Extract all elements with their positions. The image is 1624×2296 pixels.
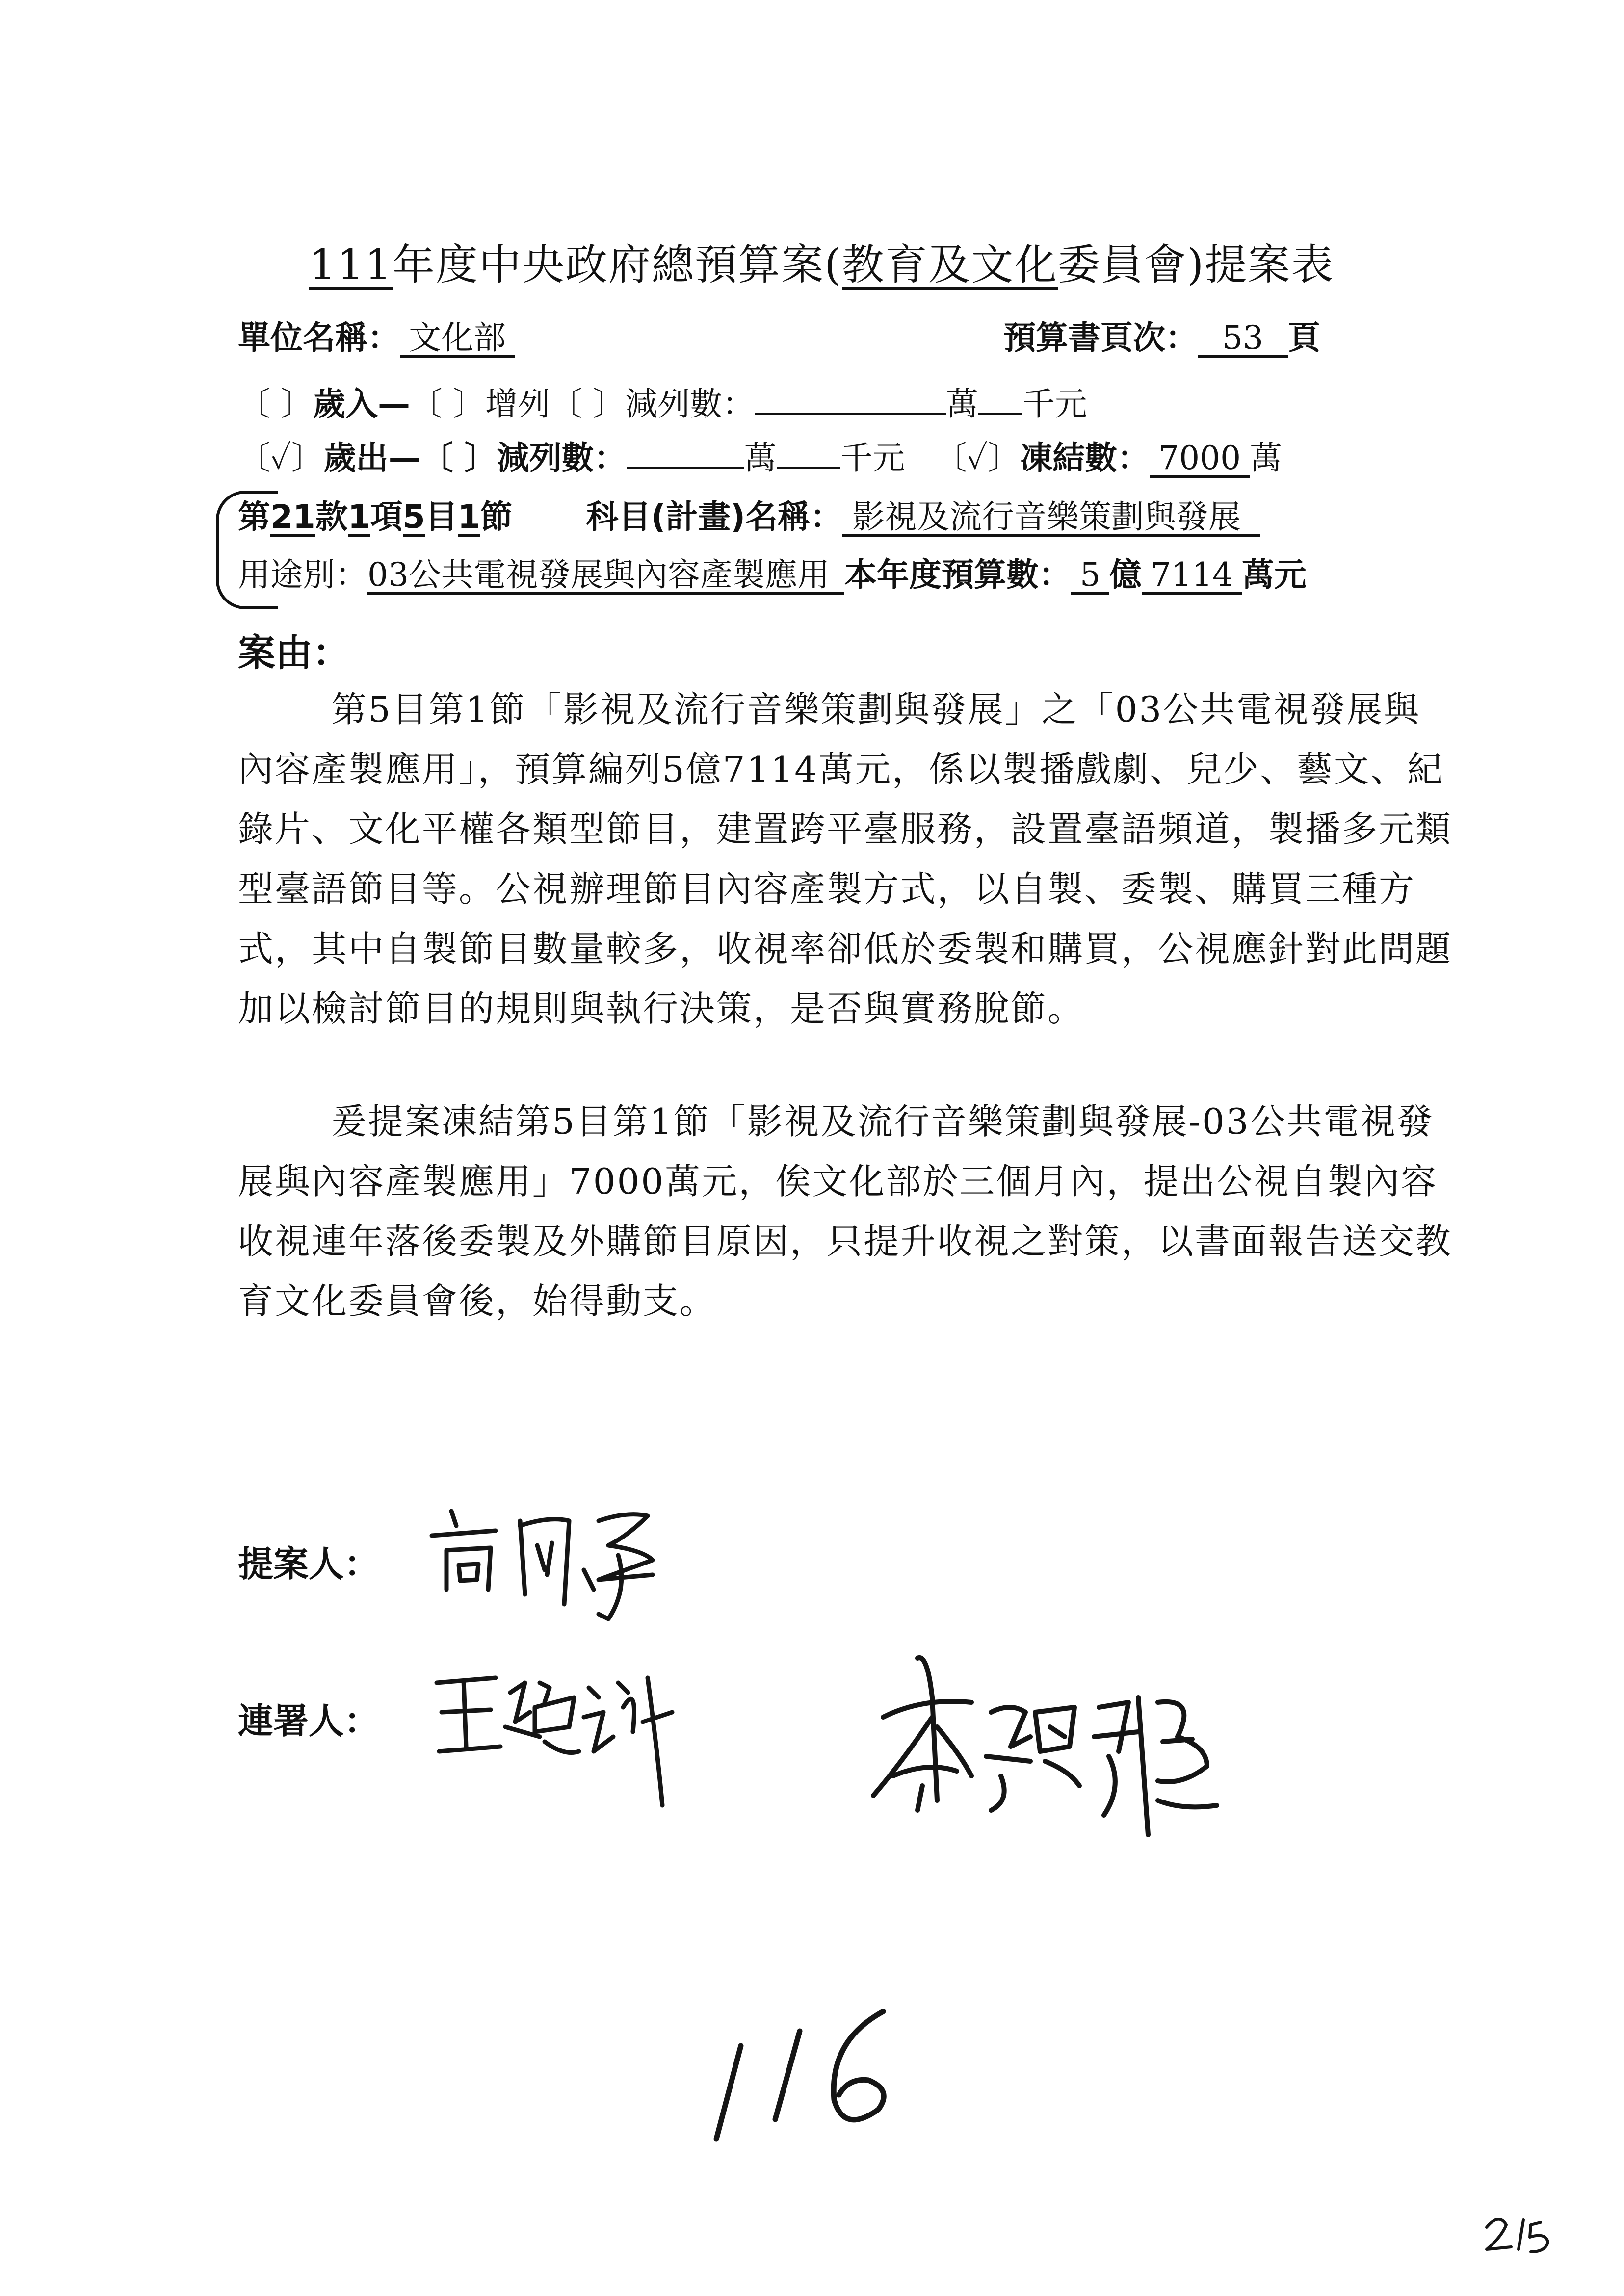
freeze-value: 7000: [1150, 441, 1250, 478]
reason-label: 案由：: [238, 631, 350, 675]
mu-value: 5: [403, 500, 425, 537]
xiang-value: 1: [348, 500, 370, 537]
handwritten-number-drawing: [707, 1992, 913, 2149]
budget-wan-value: 7114: [1142, 558, 1242, 595]
subject-line: [238, 491, 1260, 537]
kuan-value: 21: [270, 500, 315, 537]
jie-value: 1: [458, 500, 480, 537]
revenue-checkbox[interactable]: 〔 〕: [238, 385, 313, 423]
purpose-label: 用途別：: [238, 556, 367, 594]
document-title: [309, 231, 1334, 291]
subject-label: 科目(計畫)名稱：: [586, 498, 842, 536]
unit-value: 文化部: [400, 321, 515, 358]
proposer-signature: [422, 1491, 697, 1639]
expenditure-qian-unit: 千元: [840, 439, 905, 477]
cosigner-signature-1: [427, 1653, 702, 1815]
unit-label: 單位名稱：: [238, 319, 400, 357]
revenue-qian-unit: 千元: [1022, 385, 1087, 423]
kuan-label: 第: [238, 498, 270, 536]
freeze-label: 凍結數：: [1020, 439, 1150, 477]
budget-amount-label: 本年度預算數：: [844, 556, 1071, 594]
expenditure-label: 歲出—: [323, 439, 421, 477]
reason-paragraph-2: 爰提案凍結第5目第1節「影視及流行音樂策劃與發展-03公共電視發展與內容產製應用」7000萬元，俟文化部於三個月內，提出公視自製內容收視連年落後委製及外購節目原因，只提升收視之對策，以書面報告送交教育文化委員會後，始得動支。: [238, 1101, 1453, 1322]
revenue-decrease[interactable]: 〔 〕減列數：: [550, 385, 755, 423]
revenue-line: [238, 378, 1087, 424]
expenditure-checkbox[interactable]: 〔✓〕: [238, 439, 324, 477]
purpose-line: [238, 548, 1307, 595]
page-mark: [1477, 2203, 1575, 2264]
budget-page-row: [1003, 312, 1320, 358]
title-committee: 教育及文化: [841, 240, 1058, 289]
xiang-label: 款: [315, 498, 348, 536]
freeze-checkbox[interactable]: 〔✓〕: [934, 439, 1021, 477]
mu-label: 項: [370, 498, 403, 536]
revenue-wan-unit: 萬: [945, 385, 978, 423]
title-part1: 年度中央政府總預算案(: [393, 240, 842, 289]
budget-page-unit: 頁: [1287, 319, 1320, 357]
revenue-wan-blank[interactable]: [755, 383, 946, 415]
cosigner-label: 連署人：: [238, 1700, 380, 1742]
expenditure-wan-unit: 萬: [744, 439, 777, 477]
proposer-label: 提案人：: [238, 1543, 380, 1585]
reason-paragraph-1: 第5目第1節「影視及流行音樂策劃與發展」之「03公共電視發展與內容產製應用」，預算編列5億7114萬元，係以製播戲劇、兒少、藝文、紀錄片、文化平權各類型節目，建置跨平臺服務，設置臺語頻道，製播多元類型臺語節目等。公視辦理節目內容產製方式，以自製、委製、購買三種方式，其中自製節目數量較多，收視率卻低於委製和購買，公視應針對此問題加以檢討節目的規則與執行決策，是否與實務脫節。: [238, 689, 1453, 1029]
expenditure-line: [238, 432, 1282, 478]
budget-yi-unit: 億: [1109, 556, 1142, 594]
jie-suffix: 節: [480, 498, 513, 536]
budget-wan-unit: 萬元: [1241, 556, 1307, 594]
budget-page-value: 53: [1198, 321, 1288, 358]
unit-row: [238, 312, 515, 358]
expenditure-qian-blank[interactable]: [777, 437, 840, 469]
cosigner-signature-2: [864, 1639, 1236, 1874]
jie-label: 目: [425, 498, 458, 536]
expenditure-wan-blank[interactable]: [627, 437, 744, 469]
revenue-label: 歲入—: [313, 385, 410, 423]
purpose-value: 03公共電視發展與內容產製應用: [367, 558, 844, 595]
subject-value: 影視及流行音樂策劃與發展: [842, 500, 1260, 537]
revenue-increase[interactable]: 〔 〕增列: [410, 385, 550, 423]
expenditure-decrease[interactable]: 〔 〕減列數：: [420, 439, 627, 477]
handwritten-number: [707, 1992, 913, 2151]
page-mark-drawing: [1477, 2203, 1575, 2262]
revenue-qian-blank[interactable]: [978, 383, 1022, 415]
title-part2: 委員會)提案表: [1057, 240, 1335, 289]
freeze-unit: 萬: [1250, 439, 1283, 477]
budget-page-label: 預算書頁次：: [1003, 319, 1198, 357]
title-year: 111: [309, 240, 393, 289]
budget-yi-value: 5: [1071, 558, 1109, 595]
